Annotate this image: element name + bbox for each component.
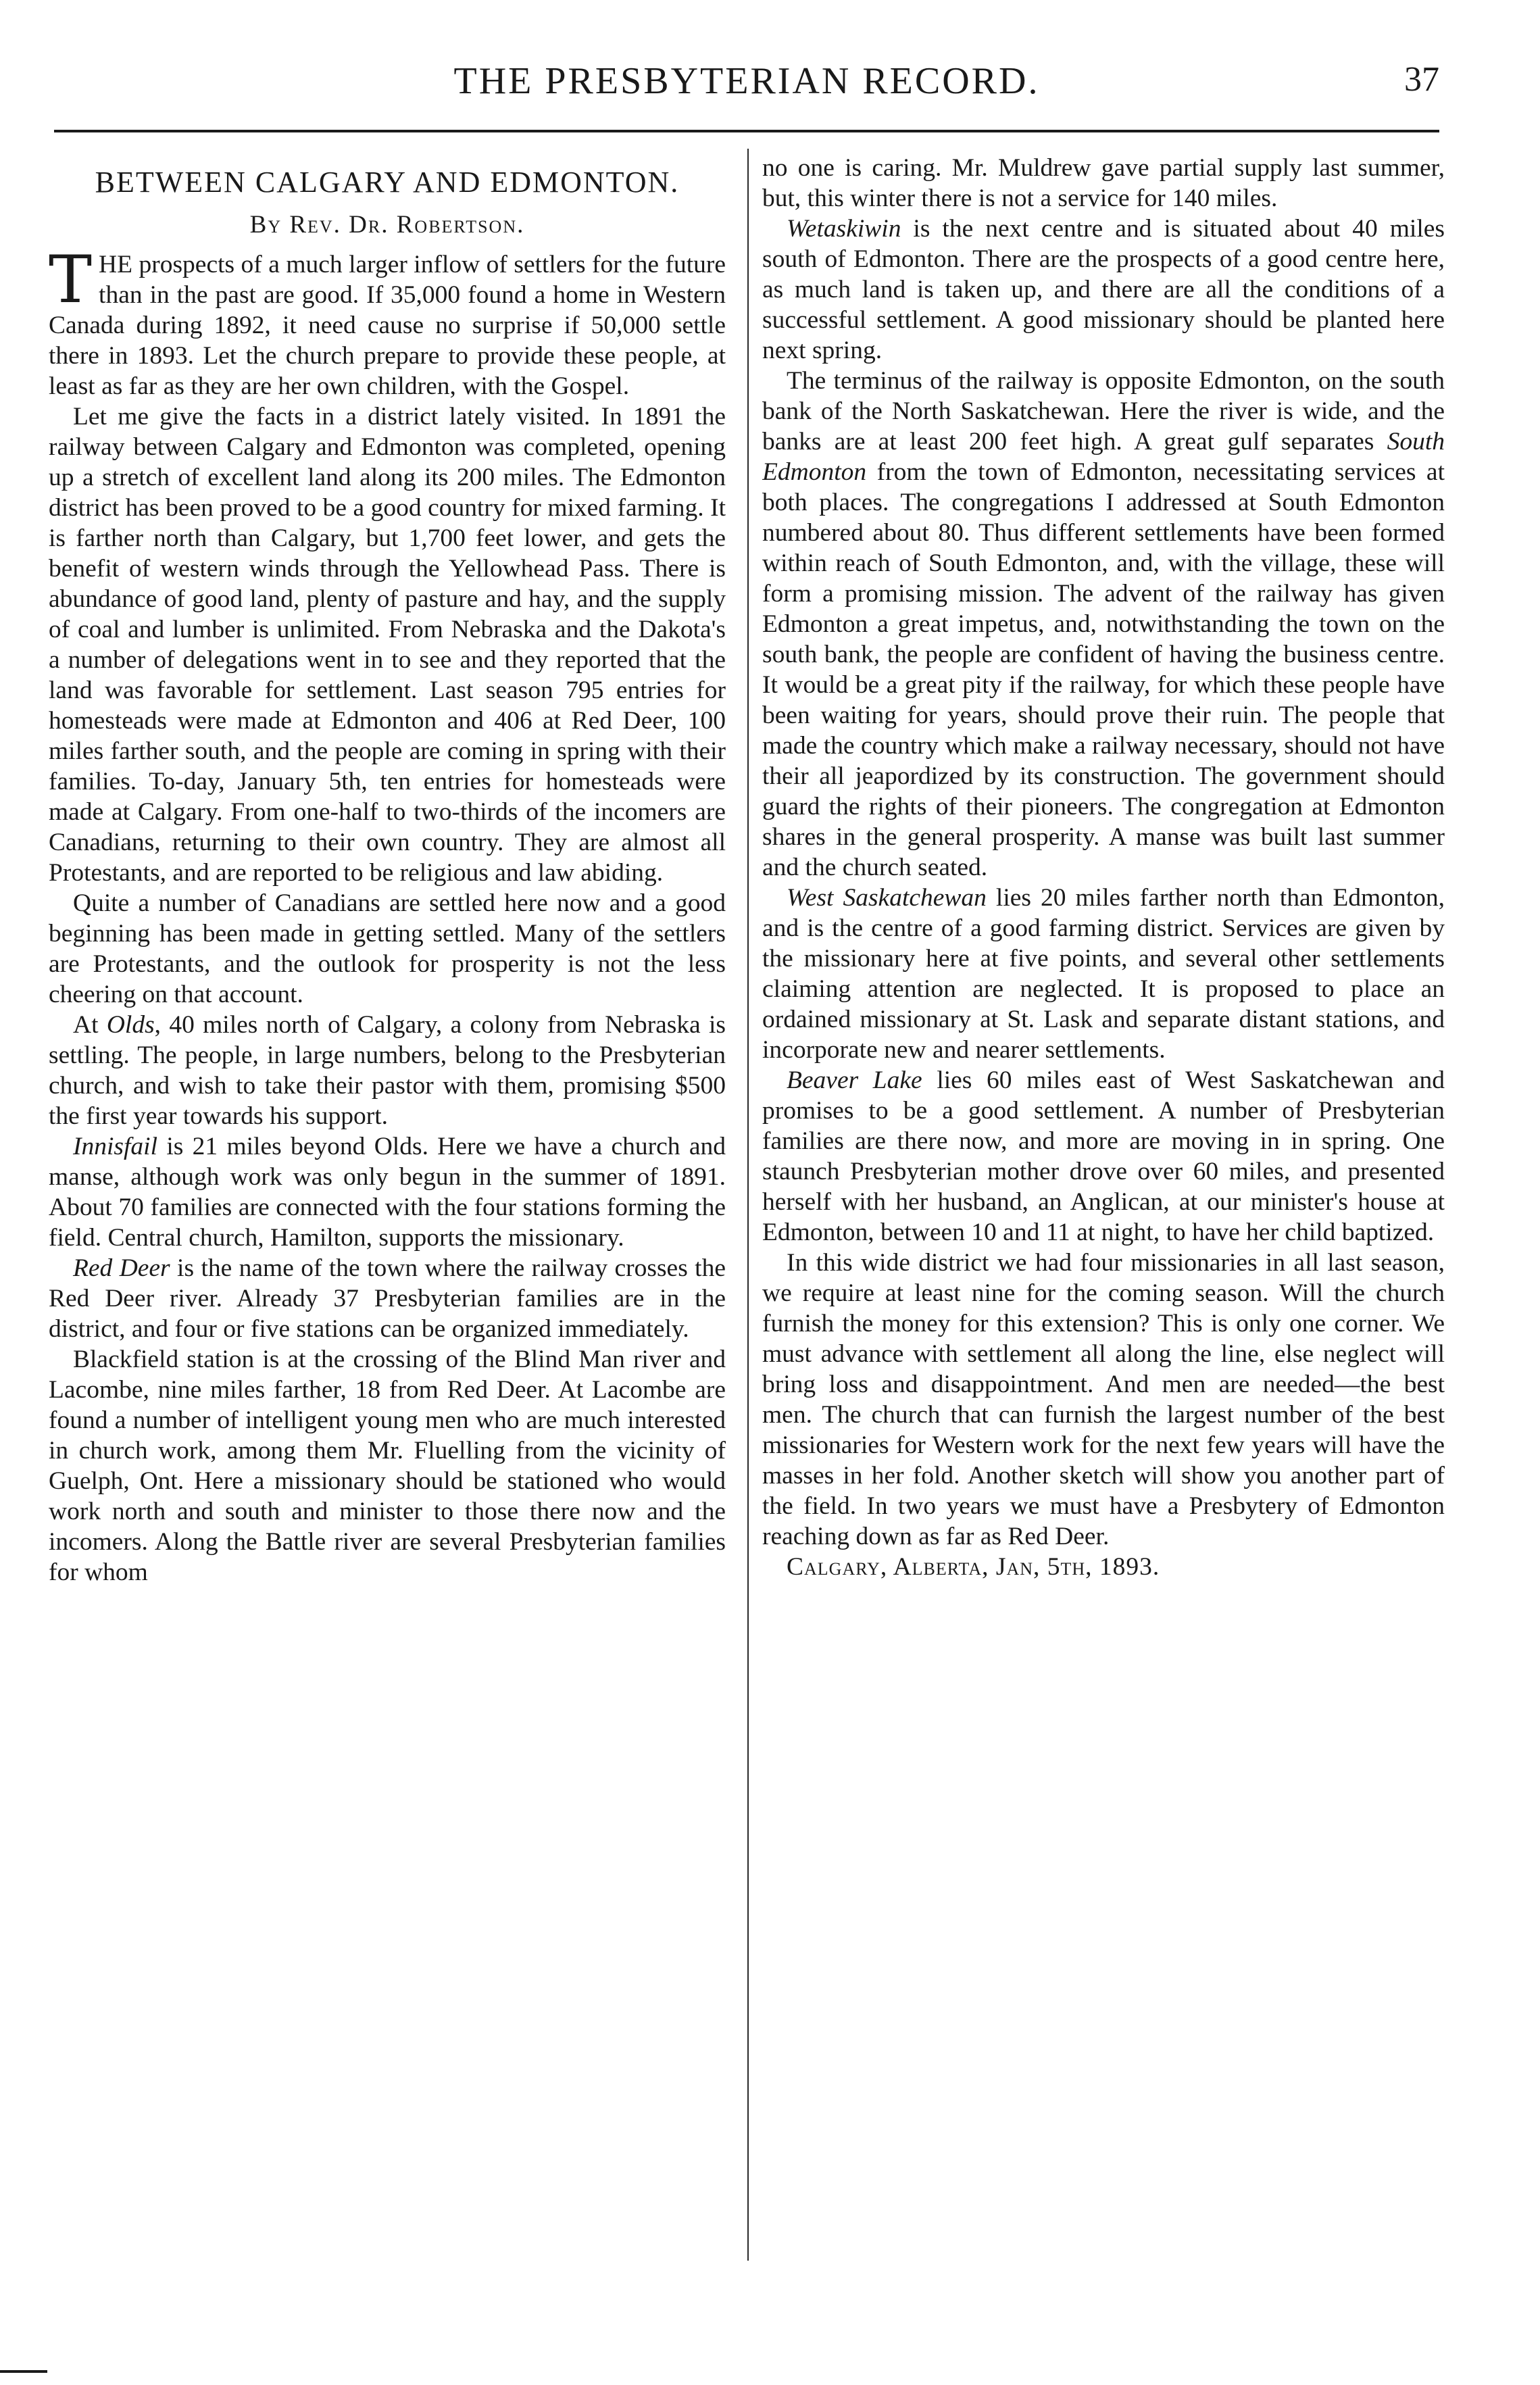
paragraph-text: HE prospects of a much larger inflow of settlers for the future than in the past are good. If 35,000 found a home in Western Canada during 1892, it need cause no surprise if 50,000 settle there in 1893. Let the church prepare to provide these people, at least as far as they are her own children, with the Gospel. — [49, 251, 726, 400]
paragraph — [49, 242, 726, 401]
publication-title: THE PRESBYTERIAN RECORD. — [453, 60, 1040, 102]
paragraph — [49, 1253, 726, 1344]
paragraph: Let me give the facts in a district lately visited. In 1891 the railway between Calgary and Edmonton was completed, opening up a stretch of excellent land along its 200 miles. The Edmonton district has been proved to be a good country for mixed farming. It is farther north than Calgary, but 1,700 feet lower, and gets the benefit of western winds through the Yellowhead Pass. There is abundance of good land, plenty of pasture and hay, and the supply of coal and lumber is unlimited. From Nebraska and the Dakota's a number of delegations went in to see and they reported that the land was favorable for settlement. Last season 795 entries for homesteads were made at Edmonton and 406 at Red Deer, 100 miles farther south, and the people are coming in spring with their families. To-day, January 5th, ten entries for homesteads were made at Calgary. From one-half to two-thirds of the incomers are Canadians, returning to their own country. They are almost all Protestants, and are reported to be religious and law abiding. — [49, 403, 726, 887]
paragraph: Blackfield station is at the crossing of the Blind Man river and Lacombe, nine miles farther, 18 from Red Deer. At Lacombe are found a number of intelligent young men who are much interested in church work, among them Mr. Fluelling from the vicinity of Guelph, Ont. Here a missionary should be stationed who would work north and south and minister to those there now and the incomers. Along the Battle river are several Presbyterian families for whom — [49, 1346, 726, 1586]
paragraph-text: lies 60 miles east of West Saskatchewan and promises to be a good settlement. A number of Presbyterian families are there now, and more are moving in in spring. One staunch Presbyterian mother drove over 60 miles, and presented herself with her husband, an Anglican, at our minister's house at Edmonton, between 10 and 11 at night, to have her child baptized. — [762, 1066, 1445, 1246]
place-name: Red Deer — [73, 1254, 170, 1282]
paragraph-text: is the next centre and is situated about 40 miles south of Edmonton. There are the prospects of a good centre here, as much land is taken up, and there are all the conditions of a successful settlement. A good missionary should be planted here next spring. — [762, 215, 1445, 364]
article-title: BETWEEN CALGARY AND EDMONTON. — [95, 166, 680, 199]
page-number: 37 — [1404, 60, 1439, 99]
byline: By Rev. Dr. Robertson. — [249, 211, 525, 239]
paragraph — [49, 1010, 726, 1131]
paragraph — [762, 214, 1445, 366]
place-name: Innisfail — [73, 1133, 158, 1160]
drop-cap: T — [49, 242, 93, 318]
paragraph: In this wide district we had four missionaries in all last season, we require at least nine for the coming season. Will the church furnish the money for this extension? This is only one corner. We must advance with settlement all along the line, else neglect will bring loss and disappointment. And men are needed—the best men. The church that can furnish the largest number of the best missionaries for Western work for the next few years will have the masses in her fold. Another sketch will show you another part of the field. In two years we must have a Presbytery of Edmonton reaching down as far as Red Deer. — [762, 1249, 1445, 1550]
paragraph-text: is the name of the town where the railway crosses the Red Deer river. Already 37 Presbyterian families are in the district, and four or five stations can be organized immediately. — [49, 1254, 726, 1343]
place-name: South Edmonton — [762, 428, 1445, 486]
paragraph: Quite a number of Canadians are settled here now and a good beginning has been made in getting settled. Many of the settlers are Protestants, and the outlook for prosperity is not the less cheering on that account. — [49, 889, 726, 1008]
footer-rule — [0, 2370, 47, 2373]
place-name: West Saskatchewan — [787, 884, 987, 912]
paragraph-text: At — [73, 1011, 107, 1039]
paragraph-text: , 40 miles north of Calgary, a colony from Nebraska is settling. The people, in large numbers, belong to the Presbyterian church, and wish to take their pastor with them, promising $500 the first year towards his support. — [49, 1011, 726, 1130]
left-column — [49, 153, 726, 2261]
place-name: Beaver Lake — [787, 1066, 922, 1094]
place-name: Wetaskiwin — [787, 215, 901, 243]
paragraph — [49, 1131, 726, 1253]
paragraph-text: The terminus of the railway is opposite Edmonton, on the south bank of the North Saskatchewan. Here the river is wide, and the banks are at least 200 feet high. A great gulf separates — [762, 367, 1445, 456]
paragraph-text: is 21 miles beyond Olds. Here we have a church and manse, although work was only begun in the summer of 1891. About 70 families are connected with the four stations forming the field. Central church, Hamilton, supports the missionary. — [49, 1133, 726, 1252]
signoff: Calgary, Alberta, Jan, 5th, 1893. — [787, 1553, 1160, 1581]
paragraph-text: from the town of Edmonton, necessitating services at both places. The congregations I addressed at South Edmonton numbered about 80. Thus different settlements have been formed within reach of South Edmonton, and, with the village, these will form a promising mission. The advent of the railway has given Edmonton a great impetus, and, notwithstanding the town on the south bank, the people are confident of having the business centre. It would be a great pity if the railway, for which these people have been waiting for years, should prove their ruin. The people that made the country which make a railway necessary, should not have their all jeapordized by its construction. The government should guard the rights of their pioneers. The congregation at Edmonton shares in the general prosperity. A manse was built last summer and the church seated. — [762, 458, 1445, 881]
paragraph-text: lies 20 miles farther north than Edmonton, and is the centre of a good farming district. Services are given by the missionary here at five points, and several other settlements claiming attention are neglected. It is proposed to place an ordained missionary at St. Lask and separate distant stations, and incorporate new and nearer settlements. — [762, 884, 1445, 1064]
paragraph — [762, 366, 1445, 883]
column-divider — [747, 149, 749, 2261]
paragraph: no one is caring. Mr. Muldrew gave partial supply last summer, but, this winter there is not a service for 140 miles. — [762, 154, 1445, 212]
place-name: Olds — [106, 1011, 155, 1039]
paragraph — [762, 1065, 1445, 1248]
header-rule — [54, 130, 1439, 132]
running-header — [54, 59, 1439, 108]
paragraph — [762, 883, 1445, 1065]
right-column — [762, 153, 1445, 2261]
